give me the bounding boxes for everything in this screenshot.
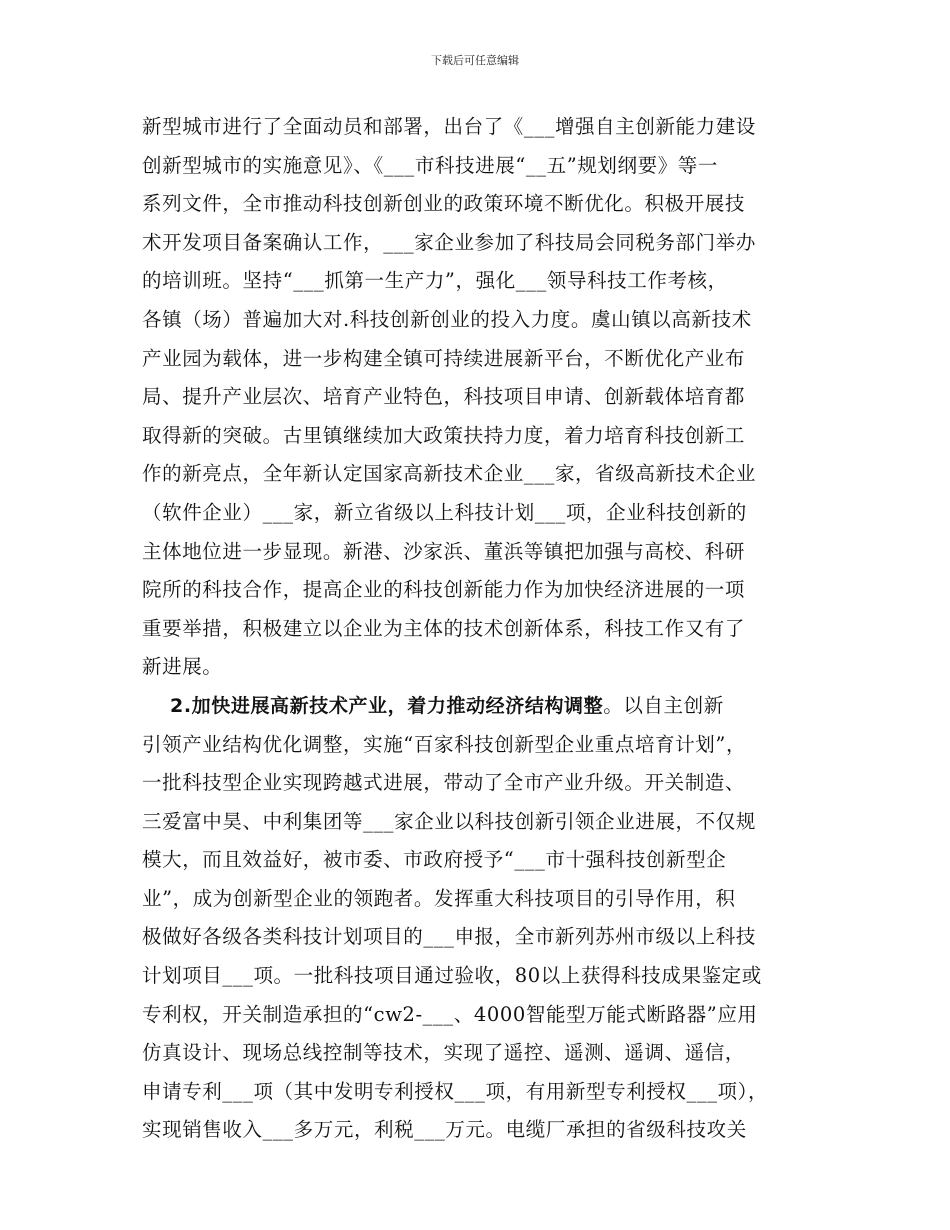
paragraph-line: 三爱富中昊、中利集团等___家企业以科技创新引领企业进展，不仅规 bbox=[142, 809, 756, 833]
paragraph-line: 术开发项目备案确认工作，___家企业参加了科技局会同税务部门举办 bbox=[142, 230, 756, 254]
page-header: 下载后可任意编辑 bbox=[431, 54, 519, 67]
paragraph-line: 产业园为载体，进一步构建全镇可持续进展新平台，不断优化产业布 bbox=[142, 346, 746, 370]
paragraph-line: （软件企业）___家，新立省级以上科技计划___项，企业科技创新的 bbox=[142, 500, 747, 524]
paragraph-line: 新型城市进行了全面动员和部署，出台了《___增强自主创新能力建设 bbox=[142, 115, 756, 138]
paragraph-line: 取得新的突破。古里镇继续加大政策扶持力度，着力培育科技创新工 bbox=[142, 423, 746, 447]
section-2-first-line-text: 。以自主创新 bbox=[603, 693, 724, 717]
paragraph-line: 系列文件，全市推动科技创新创业的政策环境不断优化。积极开展技 bbox=[142, 192, 746, 216]
paragraph-line: 作的新亮点，全年新认定国家高新技术企业___家，省级高新技术企业 bbox=[142, 462, 756, 486]
paragraph-line: 引领产业结构优化调整，实施“百家科技创新型企业重点培育计划”， bbox=[142, 732, 747, 756]
paragraph-line: 实现销售收入___多万元，利税___万元。电缆厂承担的省级科技攻关 bbox=[142, 1118, 747, 1142]
paragraph-line: 创新型城市的实施意见》、《___市科技进展“__五”规划纲要》等一 bbox=[142, 153, 718, 177]
paragraph-line: 局、提升产业层次、培育产业特色，科技项目申请、创新载体培育都 bbox=[142, 385, 746, 409]
paragraph-line: 申请专利___项（其中发明专利授权___项，有用新型专利授权___项）， bbox=[142, 1079, 769, 1103]
paragraph-line: 一批科技型企业实现跨越式进展，带动了全市产业升级。开关制造、 bbox=[142, 771, 746, 795]
paragraph-line: 仿真设计、现场总线控制等技术，实现了遥控、遥测、遥调、遥信， bbox=[142, 1041, 746, 1065]
document-body bbox=[142, 108, 822, 1150]
paragraph-line: 新进展。 bbox=[142, 655, 223, 679]
paragraph-line: 极做好各级各类科技计划项目的___申报，全市新列苏州市级以上科技 bbox=[142, 925, 756, 949]
paragraph-line: 院所的科技合作，提高企业的科技创新能力作为加快经济进展的一项 bbox=[142, 578, 746, 602]
section-2-first-line bbox=[142, 687, 822, 726]
paragraph-line: 专利权，开关制造承担的“cw2-___、4000智能型万能式断路器”应用 bbox=[142, 1002, 758, 1026]
paragraph-line: 计划项目___项。一批科技项目通过验收，80以上获得科技成果鉴定或 bbox=[142, 964, 762, 988]
paragraph-line: 的培训班。坚持“___抓第一生产力”，强化___领导科技工作考核， bbox=[142, 269, 728, 293]
paragraph-line: 各镇（场）普遍加大对.科技创新创业的投入力度。虞山镇以高新技术 bbox=[142, 307, 752, 331]
paragraph-line: 重要举措，积极建立以企业为主体的技术创新体系，科技工作又有了 bbox=[142, 616, 746, 640]
paragraph-line: 业”，成为创新型企业的领跑者。发挥重大科技项目的引导作用，积 bbox=[142, 886, 736, 910]
paragraph-line: 主体地位进一步显现。新港、沙家浜、董浜等镇把加强与高校、科研 bbox=[142, 539, 746, 563]
paragraph-line: 模大，而且效益好，被市委、市政府授予“___市十强科技创新型企 bbox=[142, 848, 727, 872]
section-2-heading: 2.加快进展高新技术产业，着力推动经济结构调整 bbox=[170, 694, 604, 717]
